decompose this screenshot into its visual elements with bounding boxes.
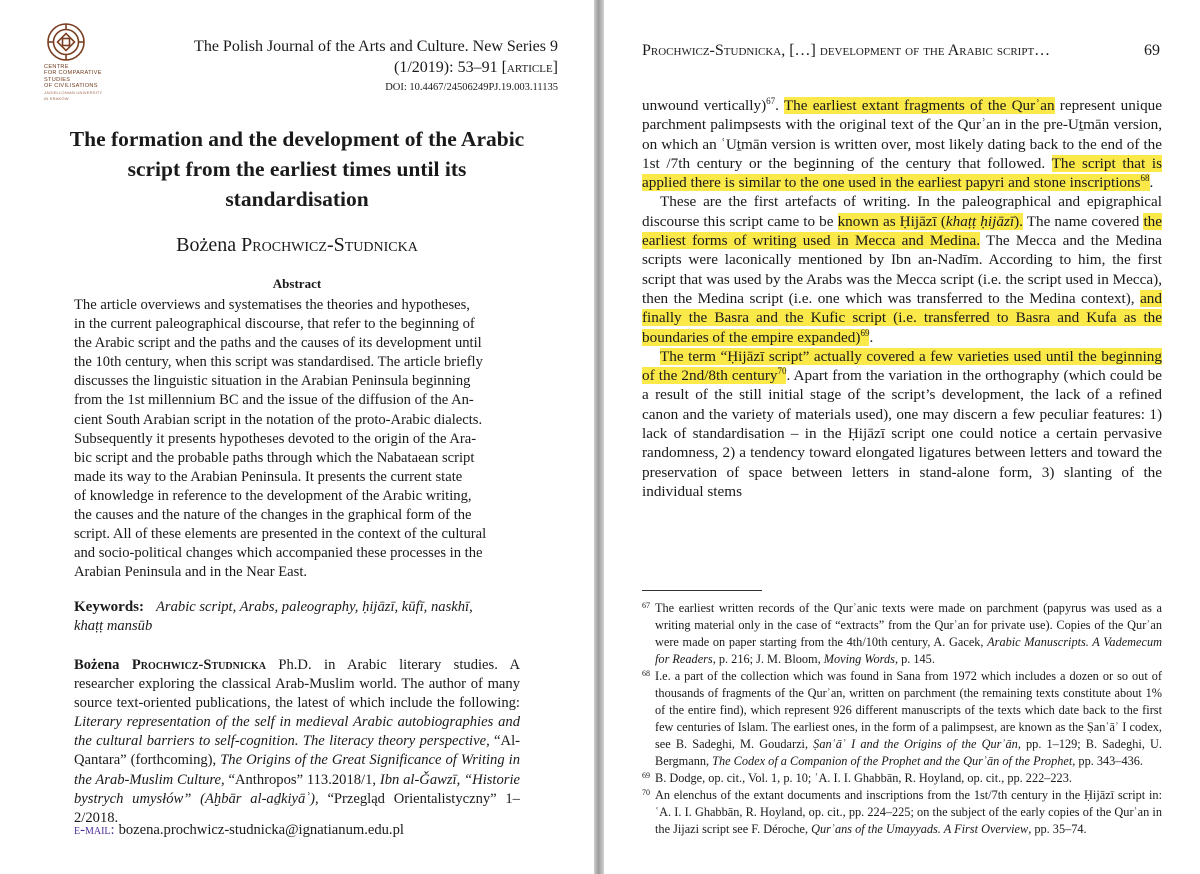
journal-issue: (1/2019): 53–91 [article]	[394, 59, 558, 76]
abstract-text: The article overviews and systematises the theories and hypotheses, in the current paleographical discourse, that refer to the beginning of the Arabic script and the paths and the causes of its development until the 10th century, when this script was standardised. The article briefly discusses the linguistic situation in the Arabian Peninsula beginning from the 1st millennium BC and the issue of the diffusion of the An- cient South Arabian script in the notation of the proto-Arabic dialects. Subsequently it presents hypotheses devoted to the origin of the Ara- bic script and the probable paths through which the Nabataean script made its way to the Arabian Peninsula. It presents the current state of knowledge in reference to the development of the Arabic writing, the causes and the nature of the changes in the graphical form of the script. All of these elements are presented in the context of the cultural and socio-political changes which accompanied these processes in the Arabian Peninsula and in the Near East.	[74, 297, 487, 581]
keywords-label: Keywords:	[74, 599, 144, 615]
article-title: The formation and the development of the Arabic script from the earliest times until its standardisation	[69, 127, 525, 211]
keywords: Keywords: Arabic script, Arabs, paleography, ḥijāzī, kūfī, naskhī, khaṭṭ mansūb	[74, 599, 473, 635]
paragraph-1: unwound vertically)$^{67}$. The earliest extant fragments of the Qurʾan represent unique parchment palimpsests with the original text of the Qurʾan in the pre-Uṯmān version, on which an ʿUṯmān version is written over, most likely dating back to the end of the 1st /7th century or the beginning of the century that followed. The script that is applied there is similar to the one used in the earliest papyri and stone inscriptions$^{68}$.	[642, 95, 1163, 192]
body-text	[642, 96, 1162, 501]
article-tag: [article]	[501, 59, 558, 76]
footnote-69: 69 B. Dodge, op. cit., Vol. 1, p. 10; ʿA. I. I. Ghabbān, R. Hoyland, op. cit., pp. 222–223.	[642, 771, 1072, 785]
centre-logo	[44, 22, 104, 102]
paragraph-3: The term “Ḥijāzī script” actually covered a few varieties used until the beginning of the 2nd/8th century$^{70}$. Apart from the variation in the orthography (which could be a result of the still initial stage of the script’s development, the lack of a refined canon and the variety of materials used), one may discern a few peculiar features: 1) lack of standardisation – in the Ḥijāzī script one could notice a certain pervasive randomness, 2) a tendency toward elongated ligatures between letters and toward the preservation of space between letters in stand-alone form, 3) slanting of the individual stems	[642, 347, 1162, 500]
right-page	[604, 0, 1200, 874]
footnote-ref-69[interactable]: 69	[860, 327, 870, 338]
doi: DOI: 10.4467/24506249PJ.19.003.11135	[385, 82, 558, 93]
footnotes	[642, 600, 1162, 838]
running-head: Prochwicz-Studnicka, […] development of the Arabic script…	[642, 42, 1051, 59]
paragraph-2: These are the first artefacts of writing. In the paleographical and epigraphical discourse this script came to be known as Ḥijāzī (khaṭṭ ḥijāzī). The name covered the earliest forms of writing used in Mecca and Medina. The Mecca and the Medina scripts were laconically mentioned by Ibn an-Nadīm. According to him, the first script that was used by the Arabs was the Mecca script (i.e. the script used in Mecca), then the Medina script (i.e. one which was transferred to the Medina context), and finally the Basra and the Kufic script (i.e. transferred to Basra and Kufa as the boundaries of the empire expanded)$^{69}$.	[642, 193, 1163, 346]
footnote-rule	[642, 590, 762, 591]
centre-logo-icon	[46, 22, 86, 62]
highlight: known as Ḥijāzī (khaṭṭ ḥijāzī).	[837, 212, 1023, 230]
highlight: The term “Ḥijāzī script” actually covered a few varieties used until the beginning of the 2nd/8th century$^{70}$	[642, 347, 1162, 385]
email-address[interactable]: bozena.prochwicz-studnicka@ignatianum.edu.pl	[118, 822, 404, 838]
footnote-ref-67[interactable]: 67	[766, 95, 776, 106]
email-label: e-mail:	[74, 822, 115, 838]
journal-citation	[194, 36, 558, 78]
page-number: 69	[1144, 42, 1160, 59]
abstract-heading: Abstract	[272, 276, 322, 291]
highlight: The script that is applied there is similar to the one used in the earliest papyri and stone inscriptions$^{68}$	[642, 154, 1162, 192]
journal-name: The Polish Journal of the Arts and Culture. New Series 9	[194, 38, 558, 55]
logo-caption: CENTRE FOR COMPARATIVE STUDIES OF CIVILISATIONS JAGIELLONIAN UNIVERSITY IN KRAKÓW	[44, 64, 103, 102]
author-email	[74, 822, 520, 839]
highlight: and finally the Basra and the Kufic script (i.e. transferred to Basra and Kufa as the boundaries of the empire expanded)$^{69}$	[642, 289, 1162, 346]
footnote-ref-68[interactable]: 68	[1140, 173, 1150, 184]
footnote-70: 70 An elenchus of the extant documents and inscriptions from the 1st/7th century in the Ḥijāzī script in: ʿA. I. I. Ghabbān, R. Hoyland, op. cit., pp. 224–225; on the subject of the early copies of the Qurʾan in the Jijazi script see F. Déroche, Qurʾans of the Umayyads. A First Overview, pp. 35–74.	[642, 788, 1162, 836]
author-bio: Bożena Prochwicz-Studnicka Ph.D. in Arabic literary studies. A researcher exploring the classical Arab-Muslim world. The author of many source text-oriented publications, the latest of which include the following: Literary representation of the self in medieval Arabic autobiographies and the cultural barriers to self-cognition. The literacy theory perspective, “Al-Qantara” (forthcoming), The Origins of the Great Significance of Writing in the Arab-Muslim Culture, “Anthropos” 113.2018/1, Ibn al-Ǧawzī, “Historie bystrych umysłów” (Aḫbār al-aḏkiyāʾ), “Przegląd Orientalistyczny” 1–2/2018.	[74, 657, 521, 826]
footnote-67: 67 The earliest written records of the Qurʾanic texts were made on parchment (papyrus was used as a writing material only in the case of “extracts” from the Qurʾan for private use). Copies of the Qurʾan were made on paper starting from the 4th/10th century, A. Gacek, Arabic Manuscripts. A Vademecum for Readers, p. 216; J. M. Bloom, Moving Words, p. 145.	[642, 601, 1162, 666]
highlight: the earliest forms of writing used in Mecca and Medina.	[642, 212, 1163, 250]
left-page	[0, 0, 594, 874]
book-spine	[594, 0, 604, 874]
highlight: The earliest extant fragments of the Qurʾan	[783, 97, 1055, 114]
footnote-68: 68 I.e. a part of the collection which was found in Sana from 1972 which includes a dozen or so out of thousands of fragments of the Qurʾan, written on parchment (the remaining texts constitute about 1% of the entire find), which represent 926 different manuscripts of the texts which date back to the first few centuries of Islam. The earliest ones, in the form of a palimpsest, are known as the Ṣanʿāʾ I codex, see B. Sadeghi, M. Goudarzi, Ṣanʿāʾ I and the Origins of the Qurʾān, pp. 1–129; B. Sadeghi, U. Bergmann, The Codex of a Companion of the Prophet and the Qurʾān of the Prophet, pp. 343–436.	[642, 669, 1162, 768]
footnote-ref-70[interactable]: 70	[777, 366, 787, 377]
author-name: Bożena Prochwicz-Studnicka	[176, 234, 418, 256]
